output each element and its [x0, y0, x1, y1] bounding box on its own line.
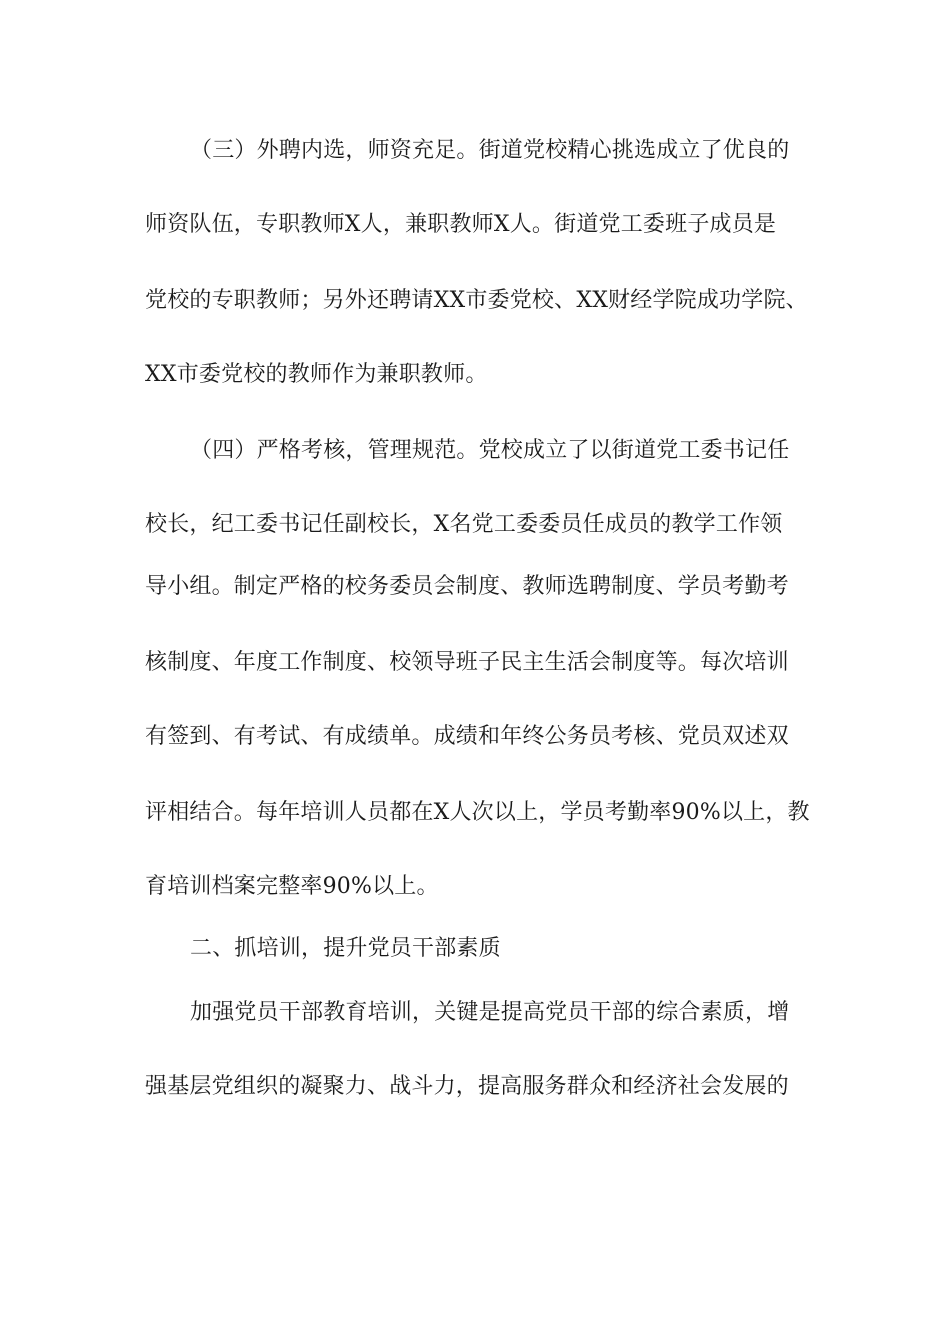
paragraph-line-11: 育培训档案完整率90%以上。: [145, 874, 439, 899]
paragraph-line-1: （三）外聘内选，师资充足。街道党校精心挑选成立了优良的: [190, 138, 790, 163]
paragraph-line-6: 校长，纪工委书记任副校长，X名党工委委员任成员的教学工作领: [145, 512, 783, 537]
paragraph-line-2: 师资队伍，专职教师X人，兼职教师X人。街道党工委班子成员是: [145, 212, 777, 237]
paragraph-line-4: XX市委党校的教师作为兼职教师。: [145, 362, 488, 387]
paragraph-line-9: 有签到、有考试、有成绩单。成绩和年终公务员考核、党员双述双: [145, 724, 789, 749]
paragraph-line-3: 党校的专职教师；另外还聘请XX市委党校、XX财经学院成功学院、: [145, 288, 808, 313]
section-heading: 二、抓培训，提升党员干部素质: [190, 936, 501, 961]
paragraph-line-8: 核制度、年度工作制度、校领导班子民主生活会制度等。每次培训: [145, 650, 789, 675]
paragraph-line-12: 加强党员干部教育培训，关键是提高党员干部的综合素质，增: [190, 1000, 790, 1025]
paragraph-line-7: 导小组。制定严格的校务委员会制度、教师选聘制度、学员考勤考: [145, 574, 789, 599]
paragraph-line-10: 评相结合。每年培训人员都在X人次以上，学员考勤率90%以上，教: [145, 800, 810, 825]
paragraph-line-5: （四）严格考核，管理规范。党校成立了以街道党工委书记任: [190, 438, 790, 463]
paragraph-line-13: 强基层党组织的凝聚力、战斗力，提高服务群众和经济社会发展的: [145, 1074, 789, 1099]
